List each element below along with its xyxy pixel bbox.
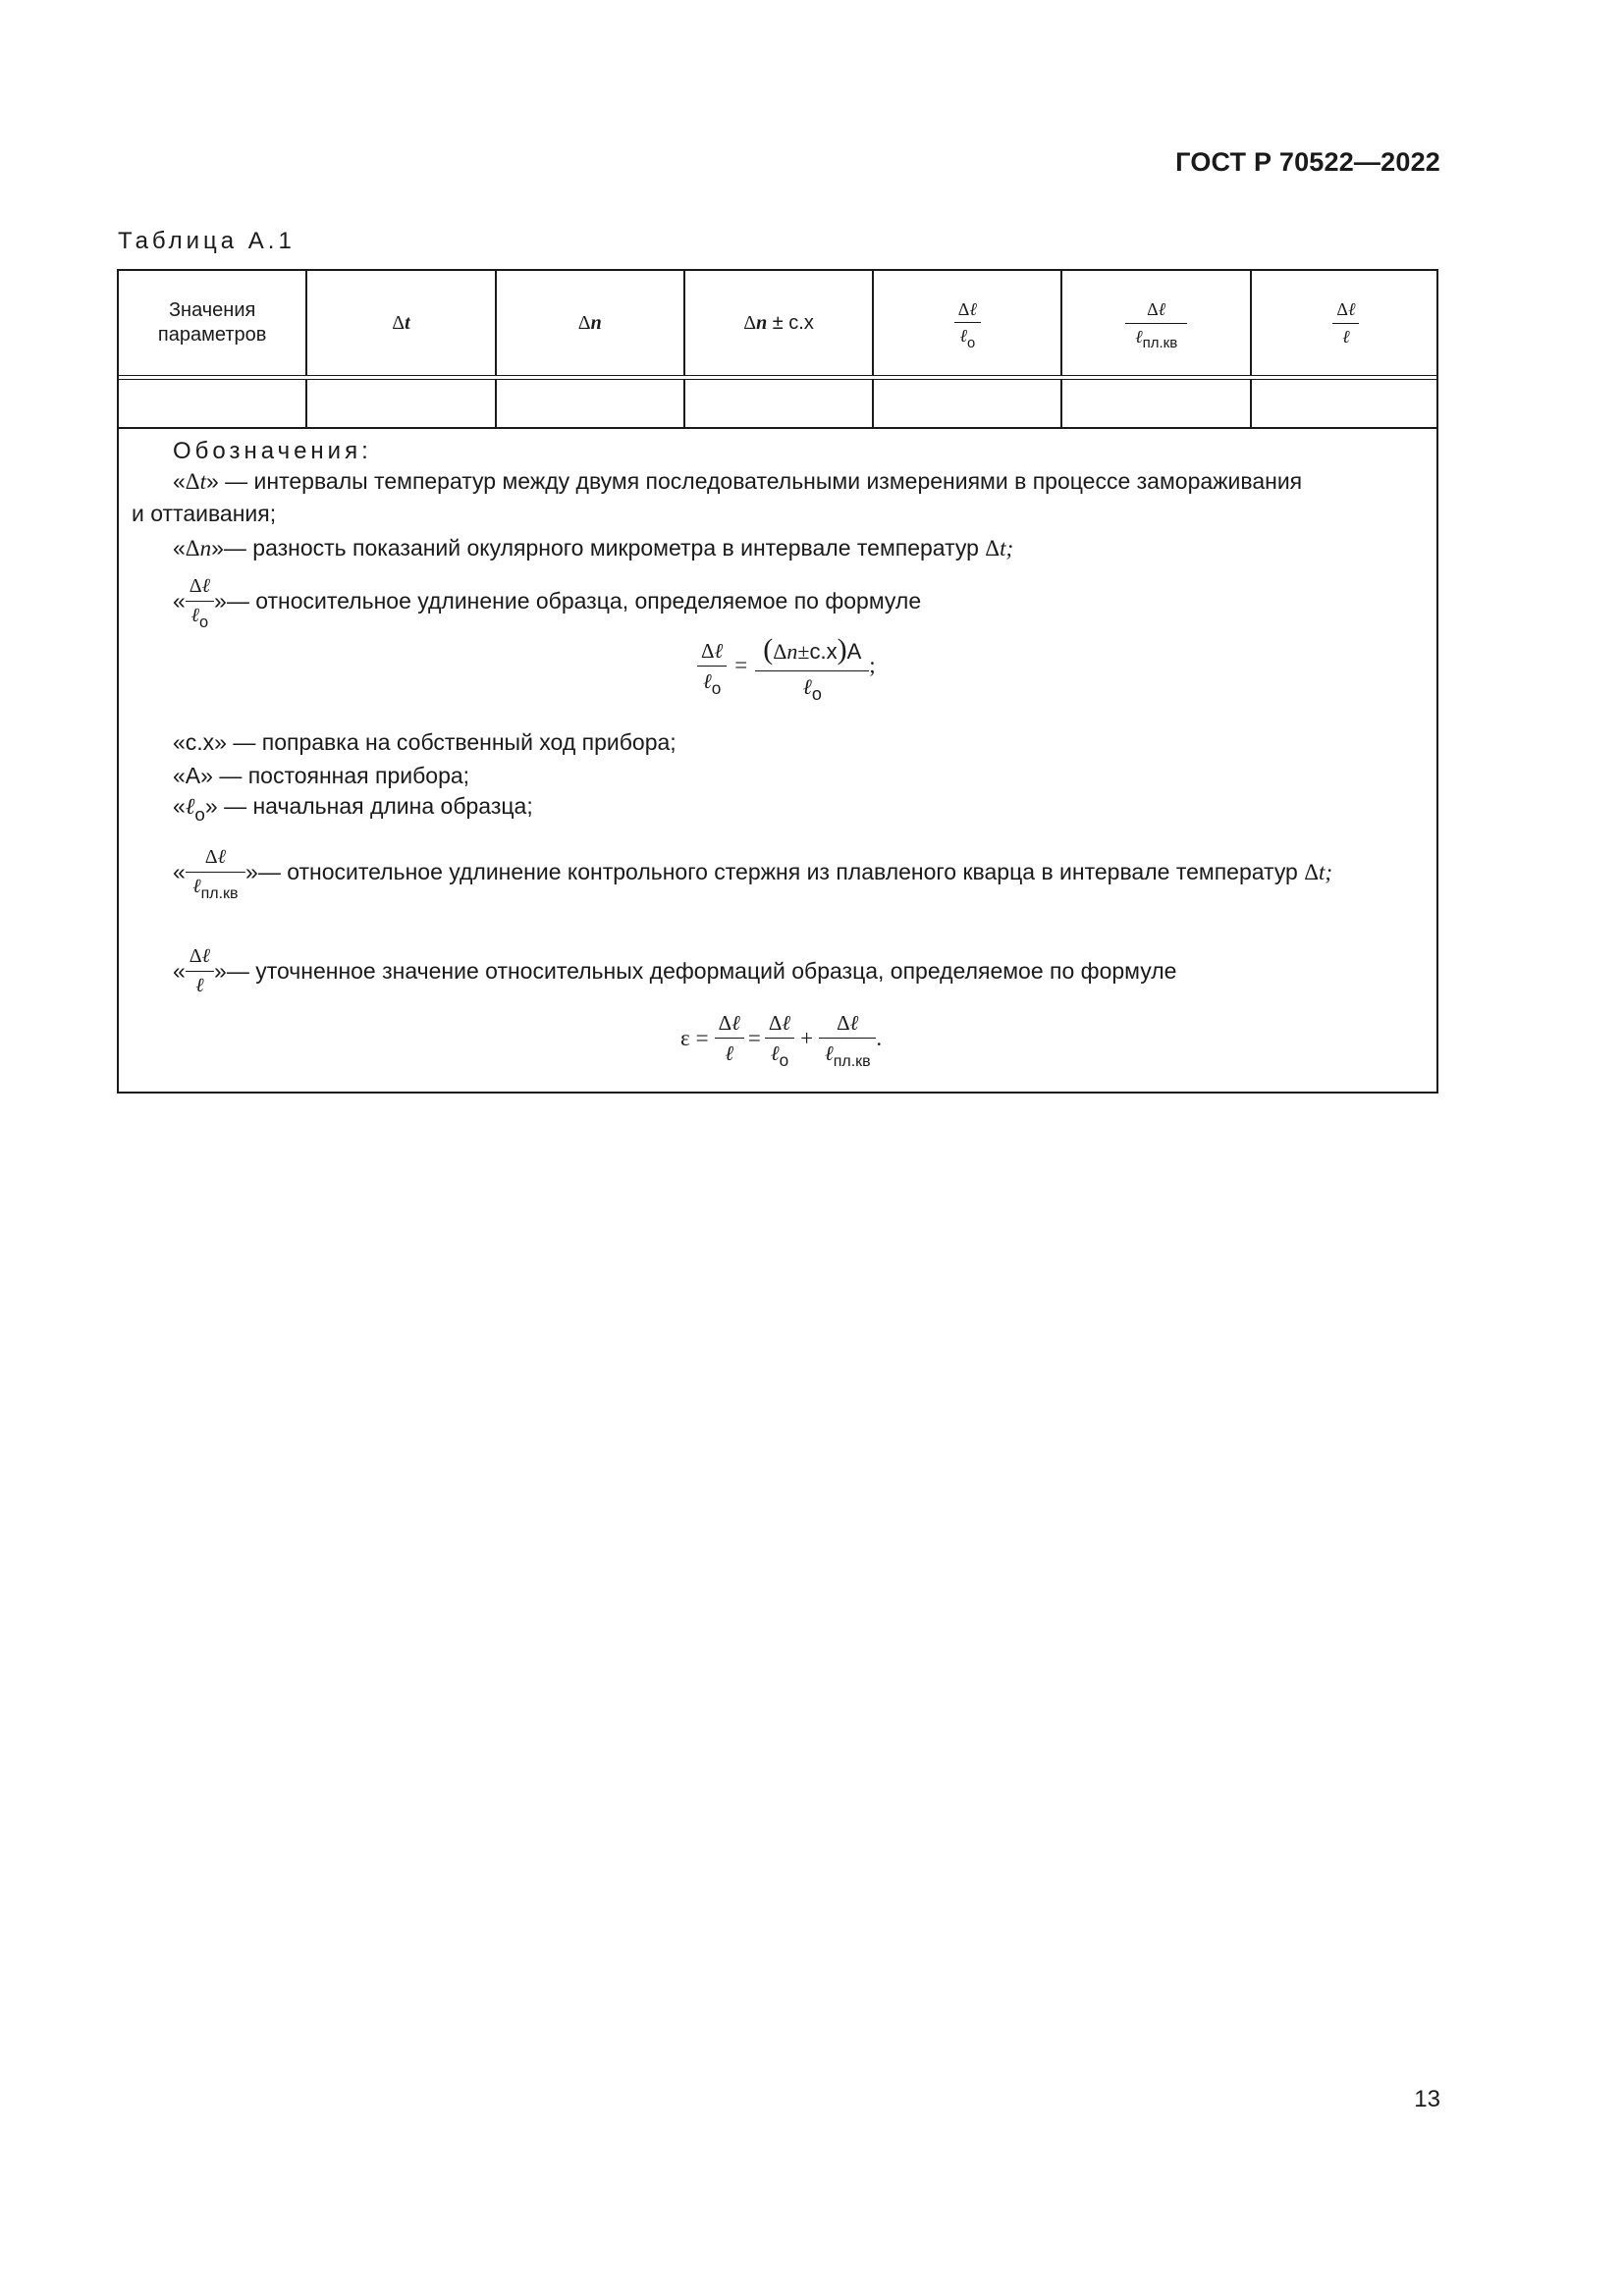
table-cell	[1062, 380, 1251, 427]
note-sx: «с.х» — поправка на собственный ход прибора;	[173, 729, 677, 755]
header-cell-dl-lplkv: $\frac{\text{Δℓ}}{\ell_{пл.кв}}$	[1062, 271, 1251, 375]
table-empty-row	[119, 379, 1436, 429]
table-cell	[119, 380, 307, 427]
table-cell	[685, 380, 874, 427]
note-delta-t: «Δt» — интервалы температур между двумя последовательными измерениями в процессе замораживания	[173, 468, 1303, 494]
header-cell-dl-l: $\frac{\text{Δℓ}}{\text{ℓ}}$	[1252, 271, 1440, 375]
note-quartz: « $\frac{\text{Δℓ}}{\ell_{пл.кв}}$ » — относительное удлинение контрольного стержня из плавленого кварца в интервале температур Δ t;	[173, 846, 1333, 902]
table-header-row	[119, 271, 1436, 376]
note-A: «А» — постоянная прибора;	[173, 763, 470, 788]
header-cell-delta-n-sx: Δ n ± с.х	[685, 271, 874, 375]
table-cell	[874, 380, 1062, 427]
note-l0: «ℓ$_о$» — начальная длина образца;	[173, 793, 533, 825]
table-cell	[307, 380, 496, 427]
note-rel-elong: « $\frac{\text{Δℓ}}{\ell_о}$ » — относительное удлинение образца, определяемое по формуле	[173, 575, 922, 631]
table-cell	[1252, 380, 1440, 427]
table-cell	[497, 380, 685, 427]
header-cell-dl-l0: $\frac{\text{Δℓ}}{\ell_о}$	[874, 271, 1062, 375]
document-code: ГОСТ Р 70522—2022	[1175, 147, 1440, 177]
header-cell-delta-t: Δ t	[307, 271, 496, 375]
page-number: 13	[1414, 2086, 1440, 2112]
notes-heading-text: Обозначения:	[173, 438, 372, 464]
note-delta-n: «Δn»— разность показаний окулярного микрометра в интервале температур Δt;	[173, 535, 1014, 561]
note-delta-t-cont: и оттаивания;	[132, 501, 277, 526]
formula-relative-elongation: $\frac{\text{Δℓ}}{\ell_о}$ = $\frac{(\Delta n\pm c.x)A}{\ell_о}$ ;	[697, 633, 876, 699]
header-cell-parameters: Значения параметров	[119, 271, 307, 375]
header-cell-delta-n: Δ n	[497, 271, 685, 375]
table-caption: Таблица А.1	[118, 228, 296, 254]
formula-strain: ε = $\frac{\text{Δℓ}}{\text{ℓ}}$ = $\frac{\text{Δℓ}}{\ell_о}$ + $\frac{\text{Δℓ}}{\ell_{пл.кв}}$ .	[680, 1011, 883, 1071]
note-refined: « $\frac{\text{Δℓ}}{\text{ℓ}}$ » — уточненное значение относительных деформаций образца, определяемое по формуле	[173, 945, 1177, 996]
